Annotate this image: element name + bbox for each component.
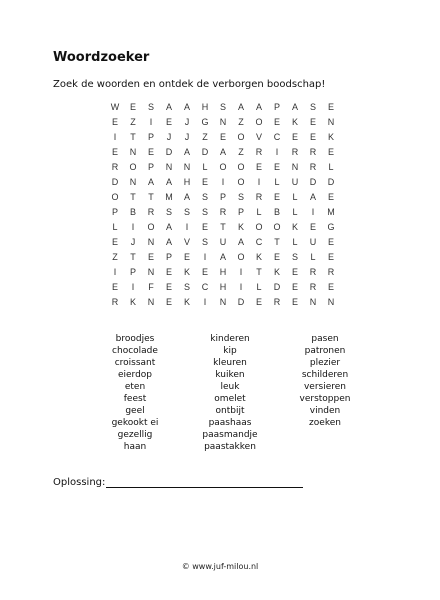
- grid-letter[interactable]: P: [273, 102, 280, 112]
- grid-letter[interactable]: T: [256, 267, 262, 277]
- grid-letter[interactable]: I: [113, 267, 117, 277]
- grid-letter[interactable]: L: [292, 192, 298, 202]
- grid-letter[interactable]: E: [111, 117, 118, 127]
- grid-letter[interactable]: S: [165, 207, 172, 217]
- grid-letter[interactable]: R: [255, 192, 263, 202]
- word-list-item: broodjes: [115, 334, 155, 344]
- word-list-item: pasen: [311, 334, 339, 344]
- word-search-grid: [106, 100, 342, 310]
- grid-letter[interactable]: E: [255, 297, 262, 307]
- grid-letter[interactable]: R: [309, 147, 317, 157]
- grid-letter[interactable]: T: [130, 192, 136, 202]
- word-list-item: patronen: [304, 346, 346, 356]
- grid-letter[interactable]: N: [165, 162, 173, 172]
- word-list-item: versieren: [303, 382, 347, 392]
- grid-letter[interactable]: R: [309, 282, 317, 292]
- grid-letter[interactable]: P: [111, 207, 118, 217]
- grid-letter[interactable]: U: [309, 237, 317, 247]
- grid-letter[interactable]: S: [201, 237, 208, 247]
- grid-letter[interactable]: S: [237, 192, 244, 202]
- grid-letter[interactable]: D: [165, 147, 173, 157]
- grid-letter[interactable]: S: [183, 207, 190, 217]
- grid-letter[interactable]: A: [147, 177, 154, 187]
- copyright-footer: © www.juf-milou.nl: [181, 562, 259, 571]
- grid-letter[interactable]: E: [183, 252, 190, 262]
- grid-letter[interactable]: E: [111, 282, 118, 292]
- grid-letter[interactable]: K: [291, 222, 298, 232]
- grid-letter[interactable]: B: [273, 207, 280, 217]
- grid-letter[interactable]: N: [147, 267, 155, 277]
- grid-letter[interactable]: O: [255, 222, 263, 232]
- grid-letter[interactable]: E: [165, 282, 172, 292]
- grid-letter[interactable]: O: [273, 222, 281, 232]
- grid-letter[interactable]: L: [112, 222, 118, 232]
- grid-letter[interactable]: E: [255, 162, 262, 172]
- grid-letter[interactable]: R: [327, 267, 335, 277]
- grid-letter[interactable]: E: [273, 117, 280, 127]
- word-list-item: eten: [124, 382, 146, 392]
- grid-letter[interactable]: V: [183, 237, 190, 247]
- grid-letter[interactable]: A: [165, 102, 172, 112]
- grid-letter[interactable]: I: [239, 267, 243, 277]
- grid-letter[interactable]: L: [310, 252, 316, 262]
- grid-letter[interactable]: F: [148, 282, 154, 292]
- grid-letter[interactable]: E: [165, 117, 172, 127]
- word-list-item: paasmandje: [202, 430, 258, 440]
- grid-letter[interactable]: I: [113, 132, 117, 142]
- grid-letter[interactable]: L: [202, 162, 208, 172]
- grid-letter[interactable]: P: [219, 192, 226, 202]
- grid-letter[interactable]: I: [311, 207, 315, 217]
- grid-letter[interactable]: D: [309, 177, 317, 187]
- grid-letter[interactable]: E: [165, 267, 172, 277]
- grid-letter[interactable]: K: [255, 252, 262, 262]
- grid-letter[interactable]: A: [219, 147, 226, 157]
- grid-letter[interactable]: P: [147, 132, 154, 142]
- grid-letter[interactable]: E: [309, 222, 316, 232]
- grid-letter[interactable]: P: [237, 207, 244, 217]
- page-title: Woordzoeker: [53, 50, 150, 65]
- word-list: [95, 333, 365, 453]
- grid-letter[interactable]: O: [147, 222, 155, 232]
- grid-letter[interactable]: R: [309, 267, 317, 277]
- grid-letter[interactable]: T: [220, 222, 226, 232]
- grid-letter[interactable]: E: [273, 252, 280, 262]
- grid-letter[interactable]: E: [201, 222, 208, 232]
- grid-letter[interactable]: E: [111, 237, 118, 247]
- word-list-item: kuiken: [215, 370, 245, 380]
- grid-letter[interactable]: T: [130, 252, 136, 262]
- grid-letter[interactable]: V: [255, 132, 262, 142]
- word-list-item: chocolade: [112, 346, 158, 356]
- grid-letter[interactable]: N: [219, 297, 227, 307]
- grid-letter[interactable]: J: [184, 117, 190, 127]
- grid-letter[interactable]: Z: [112, 252, 118, 262]
- grid-letter[interactable]: E: [309, 117, 316, 127]
- grid-letter[interactable]: E: [291, 297, 298, 307]
- grid-letter[interactable]: O: [111, 192, 119, 202]
- grid-letter[interactable]: E: [327, 282, 334, 292]
- grid-letter[interactable]: O: [219, 162, 227, 172]
- grid-letter[interactable]: N: [129, 147, 137, 157]
- grid-letter[interactable]: T: [130, 132, 136, 142]
- grid-letter[interactable]: A: [165, 177, 172, 187]
- grid-letter[interactable]: M: [327, 207, 335, 217]
- grid-letter[interactable]: E: [291, 132, 298, 142]
- grid-letter[interactable]: R: [291, 147, 299, 157]
- word-list-item: paastakken: [204, 442, 256, 452]
- grid-letter[interactable]: N: [129, 177, 137, 187]
- word-list-item: croissant: [114, 358, 156, 368]
- grid-letter[interactable]: D: [111, 177, 119, 187]
- grid-letter[interactable]: N: [147, 297, 155, 307]
- word-list-item: eierdop: [117, 370, 153, 380]
- grid-letter[interactable]: E: [129, 102, 136, 112]
- word-column: [190, 333, 270, 453]
- grid-letter[interactable]: N: [327, 117, 335, 127]
- grid-letter[interactable]: E: [219, 132, 226, 142]
- grid-letter[interactable]: Z: [130, 117, 136, 127]
- grid-letter[interactable]: J: [130, 237, 136, 247]
- grid-letter[interactable]: O: [255, 117, 263, 127]
- grid-letter[interactable]: E: [201, 267, 208, 277]
- instruction-text: Zoek de woorden en ontdek de verborgen boodschap!: [53, 79, 326, 90]
- grid-letter[interactable]: N: [147, 237, 155, 247]
- grid-letter[interactable]: Z: [238, 147, 244, 157]
- grid-letter[interactable]: H: [183, 177, 191, 187]
- word-list-item: kleuren: [213, 358, 247, 368]
- word-list-item: schilderen: [301, 370, 349, 380]
- grid-letter[interactable]: I: [203, 252, 207, 262]
- grid-letter[interactable]: C: [255, 237, 263, 247]
- grid-letter[interactable]: I: [149, 117, 153, 127]
- grid-letter[interactable]: O: [129, 162, 137, 172]
- grid-letter[interactable]: A: [237, 102, 244, 112]
- grid-letter[interactable]: D: [201, 147, 209, 157]
- grid-letter[interactable]: E: [291, 267, 298, 277]
- word-column: [285, 333, 365, 453]
- grid-letter[interactable]: S: [291, 252, 298, 262]
- grid-letter[interactable]: I: [275, 147, 279, 157]
- grid-letter[interactable]: A: [291, 102, 298, 112]
- grid-letter[interactable]: R: [219, 207, 227, 217]
- grid-letter[interactable]: N: [183, 162, 191, 172]
- grid-letter[interactable]: R: [147, 207, 155, 217]
- grid-letter[interactable]: K: [273, 267, 280, 277]
- grid-letter[interactable]: L: [256, 207, 262, 217]
- grid-letter[interactable]: O: [237, 132, 245, 142]
- grid-letter[interactable]: E: [147, 147, 154, 157]
- grid-letter[interactable]: C: [201, 282, 209, 292]
- solution-row: [53, 477, 303, 488]
- grid-letter[interactable]: S: [147, 102, 154, 112]
- grid-letter[interactable]: A: [237, 237, 244, 247]
- grid-letter[interactable]: E: [327, 252, 334, 262]
- grid-letter[interactable]: D: [237, 297, 245, 307]
- word-list-item: paashaas: [208, 418, 252, 428]
- grid-letter[interactable]: G: [327, 222, 335, 232]
- grid-letter[interactable]: A: [219, 252, 226, 262]
- grid-letter[interactable]: T: [148, 192, 154, 202]
- grid-letter[interactable]: R: [111, 297, 119, 307]
- word-list-item: kip: [223, 346, 237, 356]
- grid-letter[interactable]: R: [255, 147, 263, 157]
- word-list-item: kinderen: [210, 334, 250, 344]
- word-list-item: plezier: [309, 358, 341, 368]
- grid-letter[interactable]: I: [203, 297, 207, 307]
- grid-letter[interactable]: I: [131, 282, 135, 292]
- word-list-item: vinden: [309, 406, 341, 416]
- grid-letter[interactable]: J: [166, 132, 172, 142]
- grid-letter[interactable]: R: [309, 162, 317, 172]
- grid-letter[interactable]: W: [110, 102, 120, 112]
- grid-letter[interactable]: T: [274, 237, 280, 247]
- grid-letter[interactable]: E: [327, 102, 334, 112]
- word-list-item: gezellig: [117, 430, 153, 440]
- grid-letter[interactable]: A: [255, 102, 262, 112]
- grid-letter[interactable]: K: [129, 297, 136, 307]
- word-list-item: gekookt ei: [111, 418, 159, 428]
- grid-letter[interactable]: O: [237, 252, 245, 262]
- grid-letter[interactable]: L: [256, 282, 262, 292]
- grid-letter[interactable]: E: [201, 177, 208, 187]
- grid-letter[interactable]: L: [328, 162, 334, 172]
- grid-letter[interactable]: K: [237, 222, 244, 232]
- grid-letter[interactable]: N: [327, 297, 335, 307]
- word-list-item: verstoppen: [299, 394, 351, 404]
- grid-letter[interactable]: Z: [202, 132, 208, 142]
- grid-letter[interactable]: K: [291, 117, 298, 127]
- grid-letter[interactable]: E: [327, 147, 334, 157]
- grid-letter[interactable]: H: [219, 267, 227, 277]
- grid-letter[interactable]: I: [239, 282, 243, 292]
- grid-letter[interactable]: E: [147, 252, 154, 262]
- word-list-item: omelet: [214, 394, 246, 404]
- grid-letter[interactable]: P: [147, 162, 154, 172]
- grid-letter[interactable]: I: [131, 222, 135, 232]
- word-list-item: geel: [125, 406, 145, 416]
- grid-letter[interactable]: N: [219, 117, 227, 127]
- word-list-item: haan: [123, 442, 147, 452]
- grid-letter[interactable]: K: [183, 297, 190, 307]
- grid-letter[interactable]: B: [129, 207, 136, 217]
- grid-letter[interactable]: A: [165, 222, 172, 232]
- grid-letter[interactable]: K: [327, 132, 334, 142]
- grid-letter[interactable]: P: [129, 267, 136, 277]
- grid-letter[interactable]: E: [309, 132, 316, 142]
- word-column: [95, 333, 175, 453]
- grid-letter[interactable]: D: [273, 282, 281, 292]
- grid-letter[interactable]: A: [309, 192, 316, 202]
- grid-letter[interactable]: E: [273, 162, 280, 172]
- grid-letter[interactable]: P: [165, 252, 172, 262]
- grid-letter[interactable]: R: [111, 162, 119, 172]
- grid-letter[interactable]: Z: [238, 117, 244, 127]
- word-list-item: feest: [123, 394, 147, 404]
- grid-letter[interactable]: A: [183, 192, 190, 202]
- grid-letter[interactable]: I: [185, 222, 189, 232]
- grid-letter[interactable]: I: [221, 177, 225, 187]
- grid-letter[interactable]: S: [183, 282, 190, 292]
- word-list-item: leuk: [220, 382, 240, 392]
- grid-letter[interactable]: L: [292, 237, 298, 247]
- grid-letter[interactable]: O: [237, 162, 245, 172]
- grid-letter[interactable]: D: [327, 177, 335, 187]
- solution-answer-line[interactable]: [106, 477, 303, 488]
- grid-letter[interactable]: L: [292, 207, 298, 217]
- grid-letter[interactable]: H: [219, 282, 227, 292]
- grid-letter[interactable]: O: [237, 177, 245, 187]
- grid-letter[interactable]: E: [165, 297, 172, 307]
- grid-letter[interactable]: E: [327, 192, 334, 202]
- grid-letter[interactable]: A: [183, 102, 190, 112]
- grid-letter[interactable]: E: [291, 282, 298, 292]
- grid-letter[interactable]: L: [274, 177, 280, 187]
- grid-letter[interactable]: A: [183, 147, 190, 157]
- grid-letter[interactable]: N: [291, 162, 299, 172]
- grid-letter[interactable]: S: [309, 102, 316, 112]
- grid-letter[interactable]: I: [257, 177, 261, 187]
- grid-letter[interactable]: A: [165, 237, 172, 247]
- grid-letter[interactable]: R: [273, 297, 281, 307]
- grid-letter[interactable]: S: [201, 207, 208, 217]
- grid-letter[interactable]: S: [201, 192, 208, 202]
- grid-letter[interactable]: M: [165, 192, 173, 202]
- grid-letter[interactable]: C: [273, 132, 281, 142]
- grid-letter[interactable]: G: [201, 117, 209, 127]
- solution-label: Oplossing:: [53, 477, 106, 488]
- grid-letter[interactable]: S: [219, 102, 226, 112]
- word-list-item: ontbijt: [215, 406, 245, 416]
- grid-letter[interactable]: H: [201, 102, 209, 112]
- grid-letter[interactable]: E: [111, 147, 118, 157]
- grid-letter[interactable]: E: [327, 237, 334, 247]
- grid-letter[interactable]: K: [183, 267, 190, 277]
- grid-letter[interactable]: N: [309, 297, 317, 307]
- word-list-item: zoeken: [309, 418, 341, 428]
- grid-letter[interactable]: U: [219, 237, 227, 247]
- grid-letter[interactable]: E: [273, 192, 280, 202]
- grid-letter[interactable]: U: [291, 177, 299, 187]
- grid-letter[interactable]: J: [184, 132, 190, 142]
